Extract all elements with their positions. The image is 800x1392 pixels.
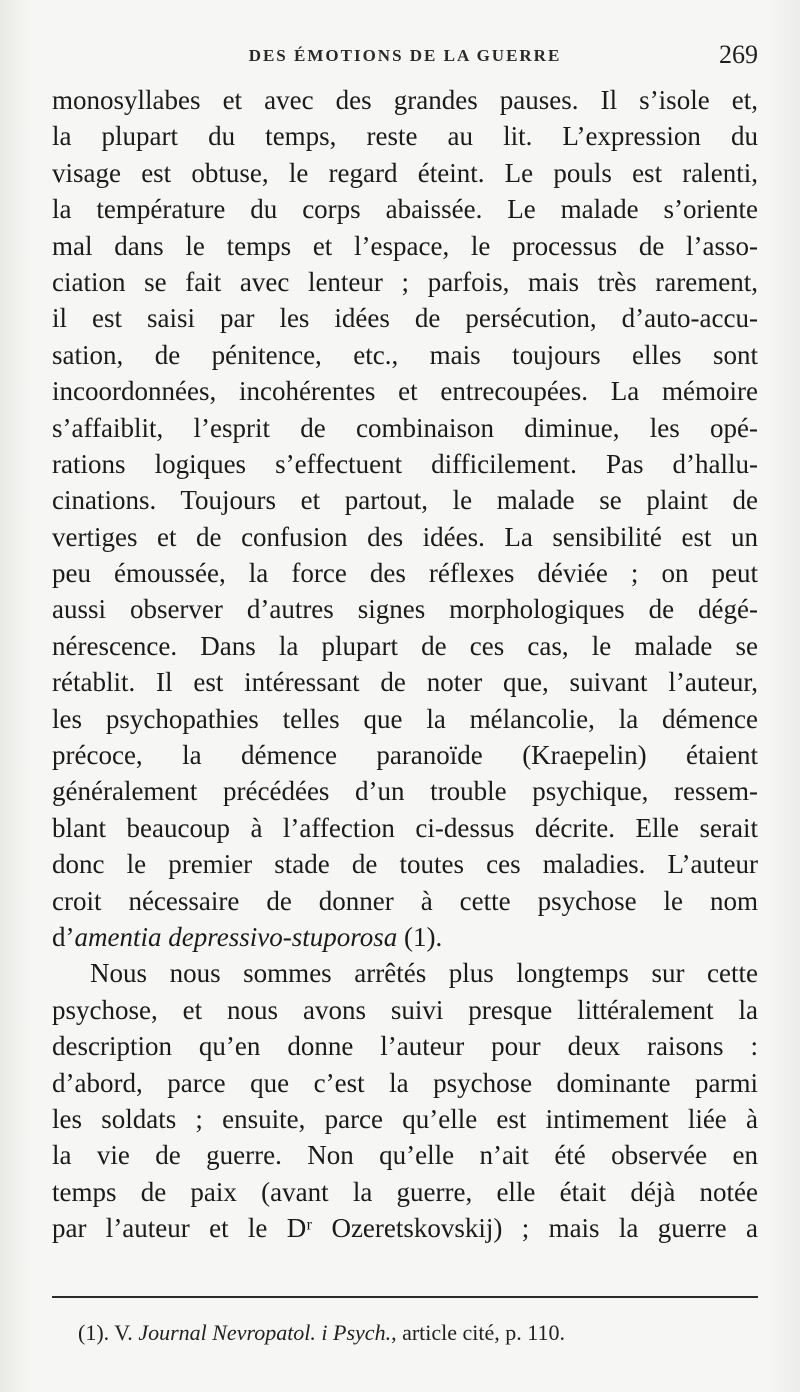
page-number: 269 [719, 40, 758, 69]
paragraph-1 [52, 82, 758, 955]
text-line: la vie de guerre. Non qu’elle n’ait été observée en [52, 1140, 758, 1171]
text-line: précoce, la démence paranoïde (Kraepelin) étaient [52, 740, 758, 771]
text-line [52, 919, 758, 955]
running-head [52, 40, 758, 76]
text-line: mal dans le temps et l’espace, le processus de l’asso- [52, 230, 758, 261]
text-line: Nous nous sommes arrêtés plus longtemps sur cette [90, 958, 758, 989]
text-line: rétablit. Il est intéressant de noter que, suivant l’auteur, [52, 667, 758, 698]
text-line: incoordonnées, incohérentes et entrecoupées. La mémoire [52, 376, 758, 407]
text-line: vertiges et de confusion des idées. La sensibilité est un [52, 521, 758, 552]
text-line: rations logiques s’effectuent difficilement. Pas d’hallu- [52, 448, 758, 479]
text-line: croit nécessaire de donner à cette psychose le nom [52, 885, 758, 916]
text-line: donc le premier stade de toutes ces maladies. L’auteur [52, 849, 758, 880]
text-line: la plupart du temps, reste au lit. L’expression du [52, 121, 758, 152]
text-line: la température du corps abaissée. Le malade s’oriente [52, 194, 758, 225]
text-line: temps de paix (avant la guerre, elle était déjà notée [52, 1176, 758, 1207]
text-line: il est saisi par les idées de persécution, d’auto-accu- [52, 303, 758, 334]
footnote-journal: Journal Nevropatol. i Psych. [138, 1320, 392, 1345]
text-line: généralement précédées d’un trouble psychique, ressem- [52, 776, 758, 807]
text-line: sation, de pénitence, etc., mais toujours elles sont [52, 339, 758, 370]
text-line: blant beaucoup à l’affection ci-dessus décrite. Elle serait [52, 812, 758, 843]
text-line: peu émoussée, la force des réflexes déviée ; on peut [52, 558, 758, 589]
text-line: description qu’en donne l’auteur pour deux raisons : [52, 1031, 758, 1062]
footnote-citation: , article cité, p. 110. [391, 1320, 565, 1345]
text-line: par l’auteur et le Dʳ Ozeretskovskij) ; mais la guerre a [52, 1213, 758, 1244]
paragraph-2 [52, 955, 758, 1246]
text-line: visage est obtuse, le regard éteint. Le pouls est ralenti, [52, 157, 758, 188]
running-title: DES ÉMOTIONS DE LA GUERRE [248, 46, 562, 65]
text-line: psychose, et nous avons suivi presque littéralement la [52, 994, 758, 1025]
footnote [78, 1320, 758, 1346]
text-line: d’abord, parce que c’est la psychose dominante parmi [52, 1067, 758, 1098]
text-line: les psychopathies telles que la mélancolie, la démence [52, 703, 758, 734]
text-fragment: d’ [52, 921, 75, 952]
text-line: s’affaiblit, l’esprit de combinaison diminue, les opé- [52, 412, 758, 443]
text-line: les soldats ; ensuite, parce qu’elle est intimement liée à [52, 1103, 758, 1134]
footnote-rule [52, 1296, 758, 1298]
footnote-marker: (1). V. [78, 1320, 139, 1345]
text-line: ciation se fait avec lenteur ; parfois, mais très rarement, [52, 266, 758, 297]
text-line: cinations. Toujours et partout, le malade se plaint de [52, 485, 758, 516]
text-line: monosyllabes et avec des grandes pauses. Il s’isole et, [52, 85, 758, 115]
text-line: aussi observer d’autres signes morphologiques de dégé- [52, 594, 758, 625]
italic-term: amentia depressivo-stuporosa [74, 921, 398, 952]
body-text [52, 82, 758, 1247]
text-line: nérescence. Dans la plupart de ces cas, le malade se [52, 630, 758, 661]
footnote-reference: (1). [397, 921, 443, 952]
